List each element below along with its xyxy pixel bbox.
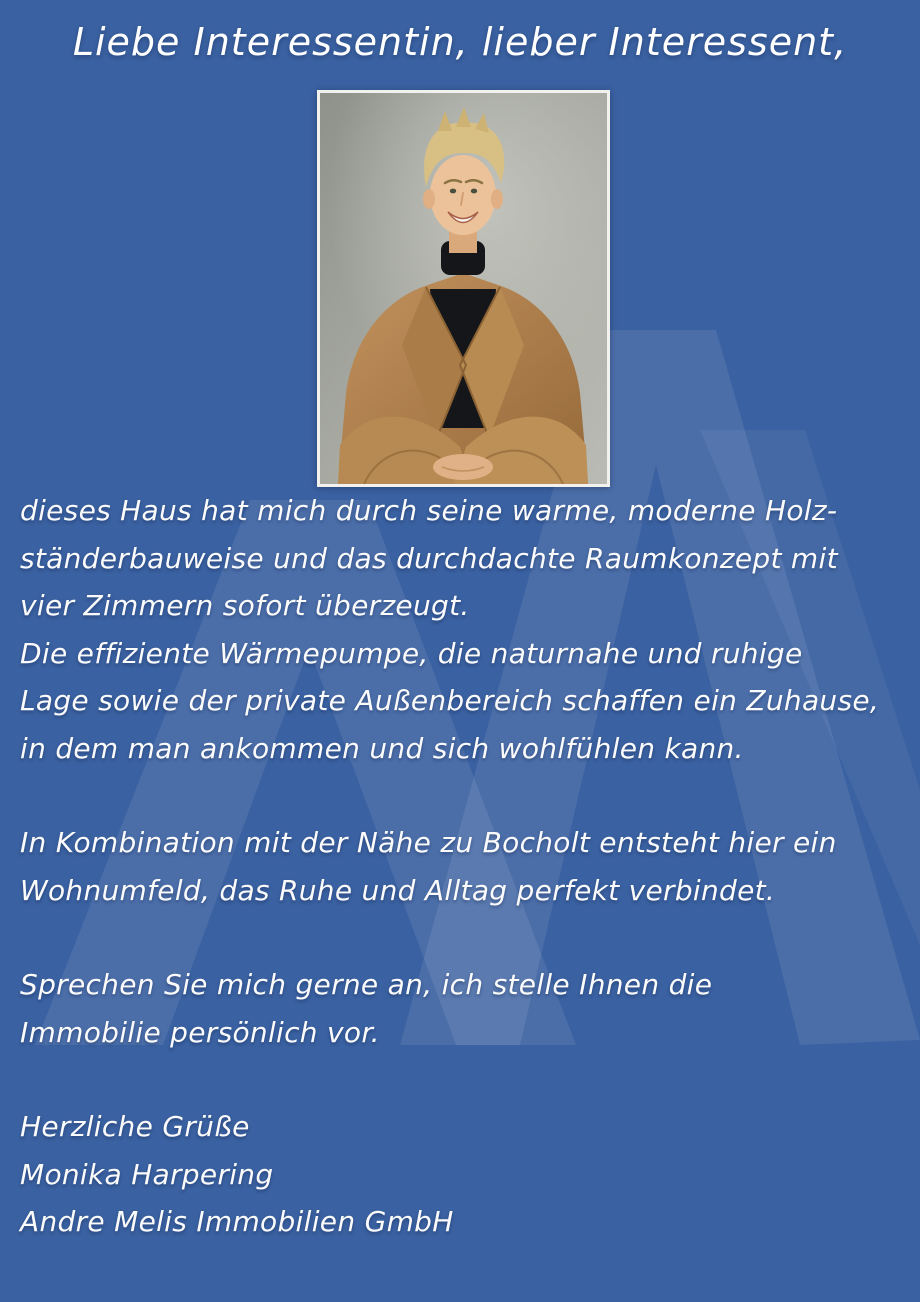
signature-greeting: Herzliche Grüße xyxy=(20,1110,250,1143)
body-line: In Kombination mit der Nähe zu Bocholt entsteht hier ein xyxy=(20,826,837,859)
body-line: ständerbauweise und das durchdachte Raumkonzept mit xyxy=(20,541,838,575)
signature-company: Andre Melis Immobilien GmbH xyxy=(20,1205,454,1238)
page-title: Liebe Interessentin, lieber Interessent, xyxy=(72,20,848,64)
body-line: Sprechen Sie mich gerne an, ich stelle Ihnen die xyxy=(20,968,713,1001)
body-line: Die effiziente Wärmepumpe, die naturnahe und ruhige xyxy=(20,636,803,670)
body-line: Lage sowie der private Außenbereich schaffen ein Zuhause, xyxy=(20,684,880,717)
paragraph-intro xyxy=(20,487,906,772)
body-line: in dem man ankommen und sich wohlfühlen kann. xyxy=(20,731,744,765)
signature-name: Monika Harpering xyxy=(20,1157,274,1191)
paragraph-location xyxy=(20,819,906,914)
letter-body xyxy=(20,487,906,1246)
body-line: Wohnumfeld, das Ruhe und Alltag perfekt verbindet. xyxy=(20,873,776,907)
portrait-photo-illustration xyxy=(320,93,607,484)
body-line: vier Zimmern sofort überzeugt. xyxy=(20,589,470,622)
body-line: dieses Haus hat mich durch seine warme, moderne Holz- xyxy=(20,494,838,527)
signature-block xyxy=(20,1103,906,1246)
portrait-photo xyxy=(317,90,610,487)
paragraph-contact xyxy=(20,961,906,1056)
body-line: Immobilie persönlich vor. xyxy=(20,1015,380,1049)
